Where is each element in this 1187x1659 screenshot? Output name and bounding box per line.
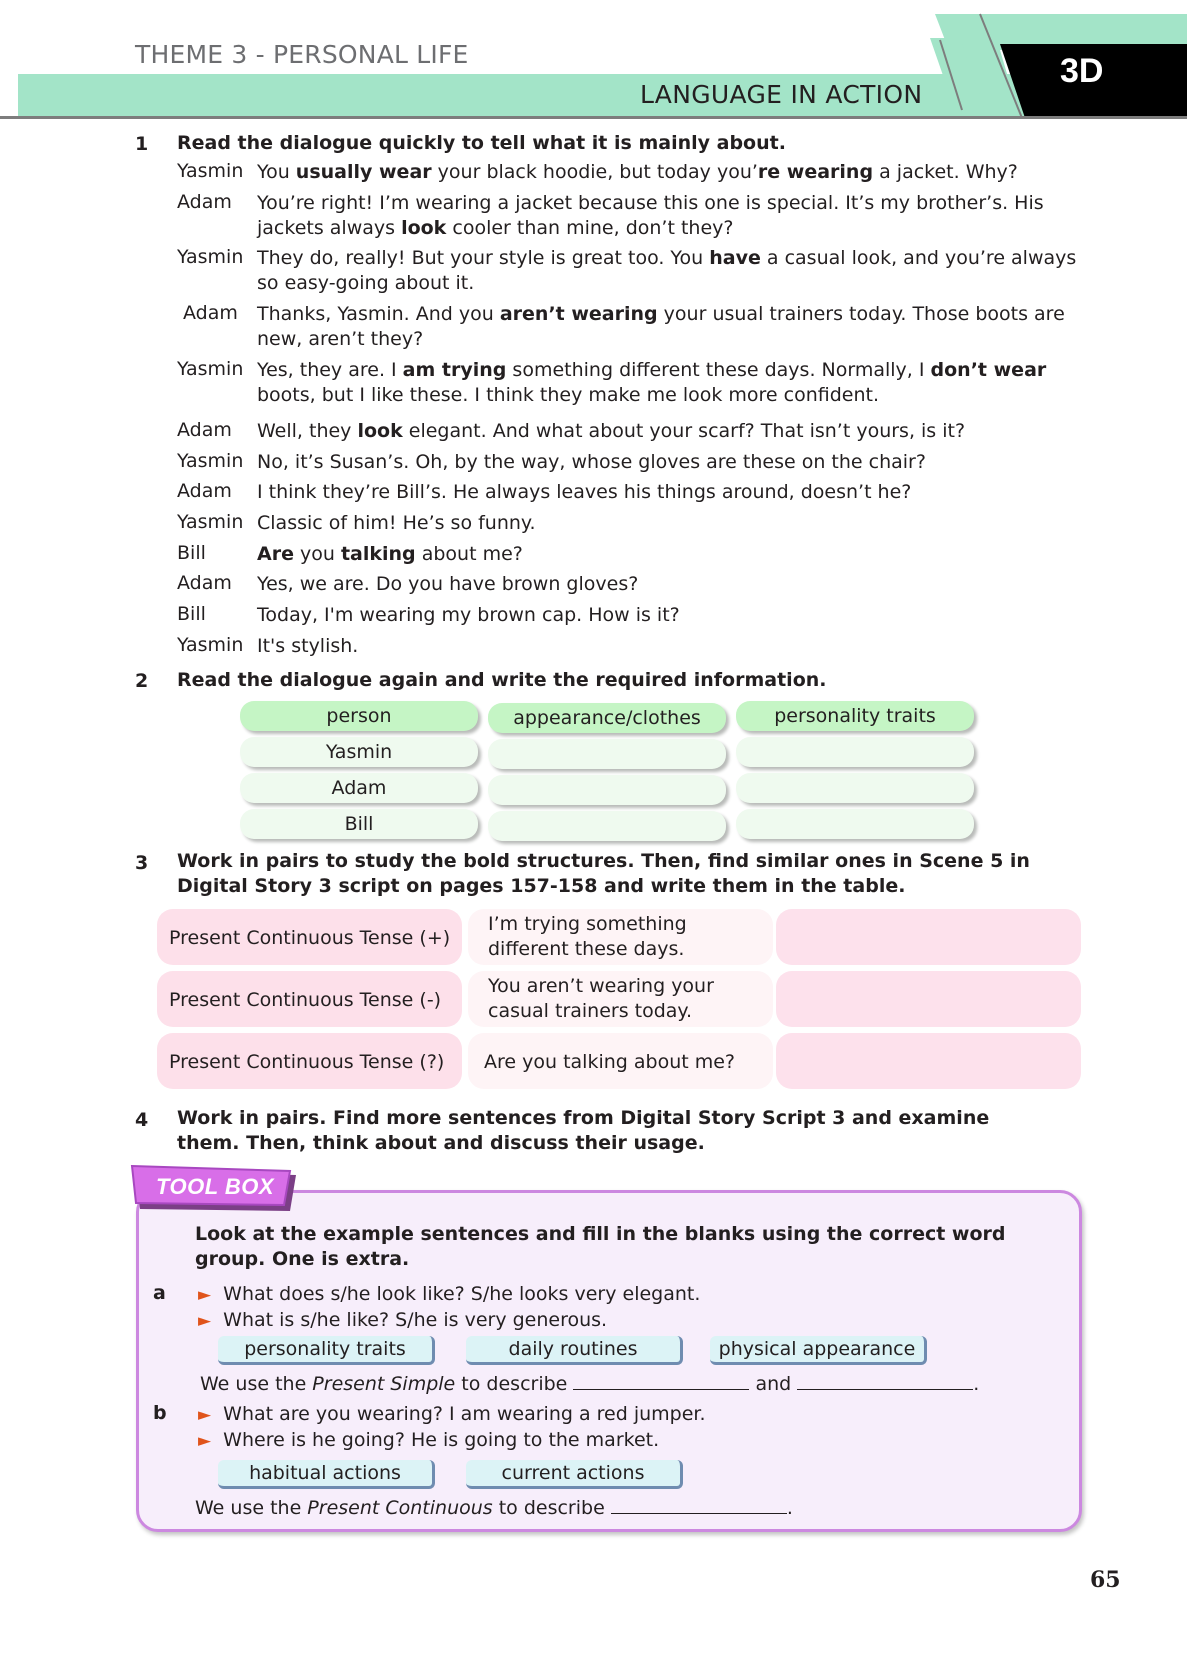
line-text: They do, really! But your style is great too. You xyxy=(257,247,710,269)
toolbox-a-examples xyxy=(198,1282,700,1334)
ex1-number: 1 xyxy=(135,133,149,155)
example-line: What does s/he look like? S/he looks very elegant. xyxy=(223,1283,701,1305)
line-text: Well, they xyxy=(257,420,358,442)
line-text: You’re right! I’m wearing a jacket because this one is special. It’s my brother’s. His jackets always xyxy=(257,192,1044,239)
line-text: You xyxy=(257,161,296,183)
speaker-name: Yasmin xyxy=(177,246,244,268)
sentence-text: We use the xyxy=(195,1497,308,1519)
line-text: something different these days. Normally, I xyxy=(506,359,931,381)
example-line: What are you wearing? I am wearing a red jumper. xyxy=(223,1403,706,1425)
speaker-name: Bill xyxy=(177,542,206,564)
line-text: Thanks, Yasmin. And you xyxy=(257,303,500,325)
example-line: What is s/he like? S/he is very generous. xyxy=(223,1309,608,1331)
arrow-icon: ► xyxy=(198,1405,212,1425)
dialogue-line xyxy=(257,191,1087,241)
option-habitual-actions[interactable]: habitual actions xyxy=(218,1460,435,1489)
ex2-row-person: Yasmin xyxy=(240,737,478,767)
blank-a2[interactable] xyxy=(797,1371,973,1390)
sentence-text: to describe xyxy=(492,1497,611,1519)
section-badge: 3D xyxy=(1060,52,1104,90)
page-number: 65 xyxy=(1090,1567,1121,1593)
ex3-label-cell xyxy=(157,971,462,1027)
line-text: Yes, we are. Do you have brown gloves? xyxy=(257,573,639,595)
bold-structure: have xyxy=(709,247,761,269)
line-text: your black hoodie, but today you’ xyxy=(431,161,758,183)
bold-structure: look xyxy=(401,217,447,239)
blank-b1[interactable] xyxy=(611,1495,787,1514)
line-text: about me? xyxy=(415,543,523,565)
speaker-name: Bill xyxy=(177,603,206,625)
dialogue-line xyxy=(257,603,1087,628)
dialogue-line xyxy=(257,450,1087,475)
sentence-text: We use the xyxy=(200,1373,313,1395)
ex3-instruction: Work in pairs to study the bold structures. Then, find similar ones in Scene 5 in Digital Story 3 script on pages 157-158 and write them in the table. xyxy=(177,850,1030,897)
option-physical-appearance[interactable]: physical appearance xyxy=(710,1336,927,1365)
ex3-answer-2[interactable] xyxy=(776,971,1081,1027)
tense-name: Present Continuous xyxy=(307,1497,493,1519)
example-line: Where is he going? He is going to the market. xyxy=(223,1429,660,1451)
bold-structure: Are xyxy=(257,543,294,565)
speaker-name: Adam xyxy=(177,572,232,594)
theme-title: THEME 3 - PERSONAL LIFE xyxy=(135,40,469,69)
speaker-name: Adam xyxy=(177,480,232,502)
ex2-row-person: Adam xyxy=(240,773,478,803)
ex3-answer-3[interactable] xyxy=(776,1033,1081,1089)
ex2-header-person: person xyxy=(240,701,478,731)
blank-a1[interactable] xyxy=(573,1371,749,1390)
dialogue-line xyxy=(257,419,1087,444)
toolbox-a-letter: a xyxy=(153,1282,166,1304)
option-daily-routines[interactable]: daily routines xyxy=(466,1336,683,1365)
line-text: No, it’s Susan’s. Oh, by the way, whose gloves are these on the chair? xyxy=(257,451,926,473)
ex3-label: Present Continuous Tense (+) xyxy=(169,927,451,949)
line-text: Yes, they are. I xyxy=(257,359,403,381)
bold-structure: don’t wear xyxy=(930,359,1047,381)
tense-name: Present Simple xyxy=(312,1373,456,1395)
dialogue-line xyxy=(257,511,1087,536)
ex3-example-cell xyxy=(468,909,773,965)
bold-structure: talking xyxy=(340,543,416,565)
sentence-text: . xyxy=(973,1373,980,1395)
speaker-name: Yasmin xyxy=(177,450,244,472)
arrow-icon: ► xyxy=(198,1431,212,1451)
ex2-header-personality: personality traits xyxy=(736,701,974,731)
dialogue-line xyxy=(257,542,1087,567)
speaker-name: Yasmin xyxy=(177,358,244,380)
ex4-number: 4 xyxy=(135,1109,149,1131)
dialogue-line xyxy=(257,480,1087,505)
speaker-name: Adam xyxy=(177,419,232,441)
toolbox-a-sentence xyxy=(200,1371,979,1395)
sentence-text: to describe xyxy=(455,1373,574,1395)
dialogue-line xyxy=(257,160,1087,185)
line-text: boots, but I like these. I think they make me look more confident. xyxy=(257,384,880,406)
ex1-instruction: Read the dialogue quickly to tell what it is mainly about. xyxy=(177,132,786,154)
option-current-actions[interactable]: current actions xyxy=(466,1460,683,1489)
toolbox-b-examples xyxy=(198,1402,706,1454)
ex3-example: Are you talking about me? xyxy=(484,1051,736,1073)
ex3-example-cell xyxy=(468,1033,773,1089)
ex3-example: You aren’t wearing your casual trainers today. xyxy=(488,975,714,1022)
sentence-text: . xyxy=(786,1497,793,1519)
ex3-label-cell xyxy=(157,909,462,965)
speaker-name: Yasmin xyxy=(177,511,244,533)
ex2-answer-personality-1[interactable] xyxy=(736,737,974,767)
bold-structure: usually wear xyxy=(295,161,432,183)
line-text: a jacket. Why? xyxy=(873,161,1018,183)
ex2-row-person: Bill xyxy=(240,809,478,839)
dialogue-line xyxy=(257,572,1087,597)
bold-structure: re wearing xyxy=(757,161,874,183)
header-rule xyxy=(0,116,1187,119)
sentence-text: and xyxy=(749,1373,798,1395)
arrow-icon: ► xyxy=(198,1285,212,1305)
line-text: you xyxy=(293,543,341,565)
line-text: I think they’re Bill’s. He always leaves his things around, doesn’t he? xyxy=(257,481,912,503)
ex4-instruction: Work in pairs. Find more sentences from Digital Story Script 3 and examine them. Then, think about and discuss their usage. xyxy=(177,1107,990,1154)
toolbox-instruction: Look at the example sentences and fill in the blanks using the correct word group. One is extra. xyxy=(195,1223,1006,1270)
line-text: a casual look, and you’re always so easy-going about it. xyxy=(257,247,1077,294)
ex3-number: 3 xyxy=(135,852,149,874)
ex3-example: I’m trying something different these days. xyxy=(488,913,687,960)
bold-structure: am trying xyxy=(402,359,507,381)
arrow-icon: ► xyxy=(198,1311,212,1331)
ex3-label: Present Continuous Tense (?) xyxy=(169,1051,445,1073)
line-text: your usual trainers today. Those boots are new, aren’t they? xyxy=(257,303,1065,350)
toolbox-b-letter: b xyxy=(153,1402,167,1424)
ex2-answer-appearance-1[interactable] xyxy=(488,739,726,769)
ex2-answer-personality-2[interactable] xyxy=(736,773,974,803)
option-personality-traits[interactable]: personality traits xyxy=(218,1336,435,1365)
dialogue-line xyxy=(257,302,1087,352)
toolbox-b-sentence xyxy=(195,1495,793,1519)
line-text: Classic of him! He’s so funny. xyxy=(257,512,536,534)
ex2-header-appearance: appearance/clothes xyxy=(488,703,726,733)
speaker-name: Adam xyxy=(177,191,232,213)
ex3-label-cell xyxy=(157,1033,462,1089)
ex2-answer-appearance-2[interactable] xyxy=(488,775,726,805)
ex3-example-cell xyxy=(468,971,773,1027)
line-text: cooler than mine, don’t they? xyxy=(446,217,734,239)
line-text: Today, I'm wearing my brown cap. How is it? xyxy=(257,604,680,626)
toolbox-title: TOOL BOX xyxy=(156,1174,275,1199)
dialogue-line xyxy=(257,246,1087,296)
ex3-label: Present Continuous Tense (-) xyxy=(169,989,442,1011)
dialogue-line xyxy=(257,358,1087,408)
ex2-instruction: Read the dialogue again and write the required information. xyxy=(177,669,827,691)
line-text: It's stylish. xyxy=(257,635,359,657)
ex2-number: 2 xyxy=(135,670,149,692)
ex2-answer-personality-3[interactable] xyxy=(736,809,974,839)
section-title: LANGUAGE IN ACTION xyxy=(640,80,923,109)
dialogue-line xyxy=(257,634,1087,659)
ex2-answer-appearance-3[interactable] xyxy=(488,811,726,841)
bold-structure: aren’t wearing xyxy=(499,303,658,325)
speaker-name: Yasmin xyxy=(177,634,244,656)
line-text: elegant. And what about your scarf? That isn’t yours, is it? xyxy=(402,420,966,442)
speaker-name: Yasmin xyxy=(177,160,244,182)
bold-structure: look xyxy=(357,420,403,442)
speaker-name: Adam xyxy=(183,302,238,324)
ex3-answer-1[interactable] xyxy=(776,909,1081,965)
